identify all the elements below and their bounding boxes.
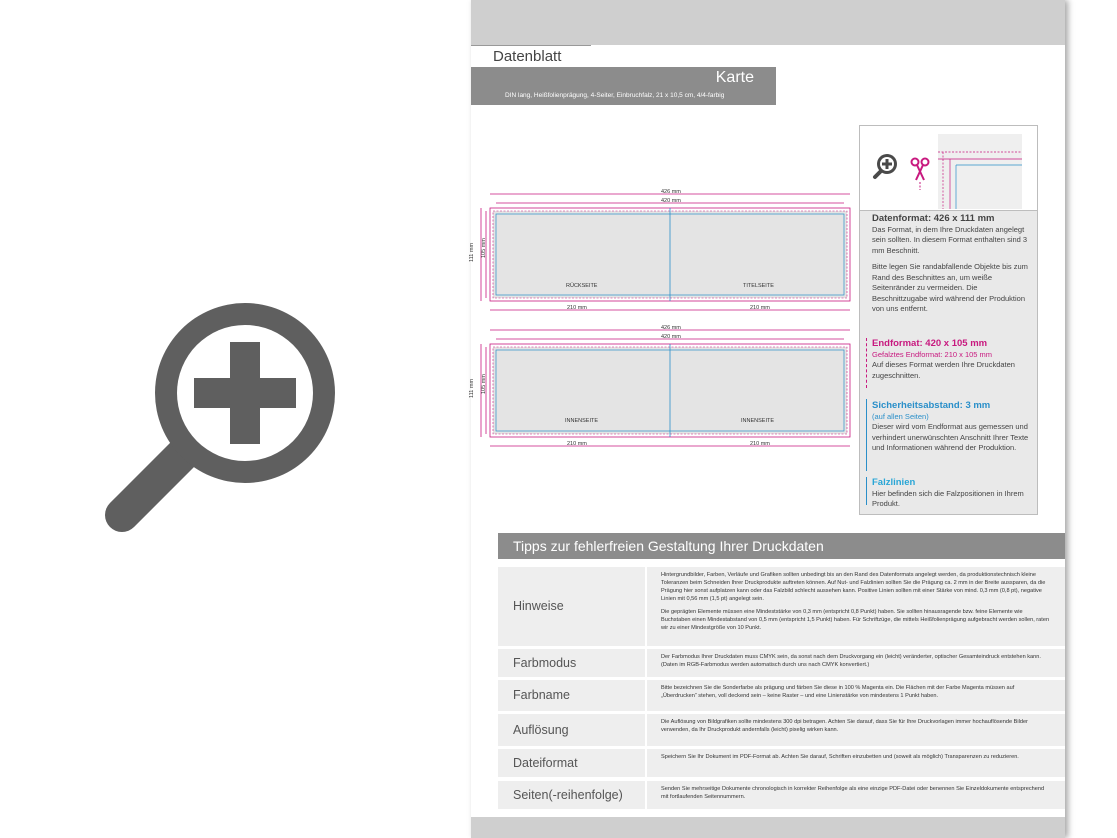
tips-row-text-bg <box>647 567 1065 646</box>
dim-inner-height-top: 105 mm <box>481 238 487 258</box>
tips-row-text: Bitte bezeichnen Sie die Sonderfarbe als prägung und färben Sie diese in 100 % Magenta ein. Die Flächen mit der Farbe Magenta müssen auf „Überdrucken“ stehen, voll deckend sein – keine Raster – und eine Linienstärke von mindestens 1 Punkt haben. <box>661 685 1015 699</box>
endformat-title: Endformat: 420 x 105 mm <box>872 338 988 349</box>
scissors-icon <box>910 156 930 190</box>
endformat-marker <box>866 338 868 388</box>
tips-row <box>498 680 1065 711</box>
tips-row <box>498 649 1065 677</box>
tips-row-text-2: Die geprägten Elemente müssen eine Mindeststärke von 0,3 mm (entspricht 0,8 Punkt) haben. Sie sollten hinausragende bzw. feine Elemente wie Buchstaben einen Mindestabstand von 0,5 mm (entspricht 1,5 Punkt) haben. Für Schriftzüge, die mittels Heißfolienprägung aufgebracht werden sollen, raten wir zu einer Mindestgröße von 10 Punkt. <box>661 609 1050 631</box>
tips-row-text: Hintergrundbilder, Farben, Verläufe und Grafiken sollten unbedingt bis an den Rand des Datenformats angelegt werden, da produktionstechnisch kleine Toleranzen beim Schneiden Ihrer Druckprodukte auftreten können. Auf Nut- und Falzlinien sollten Sie die Prägung ca. 2 mm in der Breite aussparen, da die Prägung hier sonst aufplatzen kann oder das Falzbild schlecht aussehen kann. Positive Linien sollten mit einer Stärke von mind. 0,3 mm (0,8 pt), negative Linien mit 0,56 mm (1,5 pt) angelegt sein. <box>661 572 1046 602</box>
datenformat-block <box>872 214 1032 315</box>
diagram-bottom <box>481 330 850 446</box>
dim-outer-width-top: 426 mm <box>661 189 681 195</box>
sicherheit-text: Dieser wird vom Endformat aus gemessen und verhindert unerwünschten Anschnitt Ihrer Texte und Informationen während der Produktion. <box>872 422 1029 452</box>
falz-marker <box>866 477 868 505</box>
tips-row <box>498 714 1065 746</box>
tab-label: Datenblatt <box>493 48 562 65</box>
dim-half-left-bottom: 210 mm <box>567 441 587 447</box>
tips-row-label-bg <box>498 680 645 711</box>
label-titelseite: TITELSEITE <box>743 283 774 289</box>
tips-row-label: Farbmodus <box>513 656 577 670</box>
tips-heading: Tipps zur fehlerfreien Gestaltung Ihrer Druckdaten <box>513 538 824 554</box>
dim-half-left-top: 210 mm <box>567 305 587 311</box>
dim-outer-width-bottom: 426 mm <box>661 325 681 331</box>
datenformat-title: Datenformat: 426 x 111 mm <box>872 213 995 224</box>
endformat-text: Auf dieses Format werden Ihre Druckdaten zugeschnitten. <box>872 360 1015 380</box>
product-specs: DIN lang, Heißfolienprägung, 4-Seiter, Einbruchfalz, 21 x 10,5 cm, 4/4-farbig <box>505 92 725 99</box>
dim-outer-height-bottom: 111 mm <box>469 378 475 398</box>
info-preview <box>860 126 1037 211</box>
corner-preview <box>938 134 1022 209</box>
format-diagram <box>471 185 856 455</box>
tips-heading-bar <box>498 533 1065 559</box>
dim-inner-height-bottom: 105 mm <box>481 374 487 394</box>
dim-half-right-top: 210 mm <box>750 305 770 311</box>
label-innenseite-left: INNENSEITE <box>565 418 599 424</box>
tips-row-label-bg <box>498 714 645 746</box>
diagram-top <box>481 194 850 310</box>
tips-row-text-bg <box>647 781 1065 809</box>
product-specs-bar <box>471 91 776 105</box>
sheet-top-band <box>471 0 1065 45</box>
endformat-sub: Gefalztes Endformat: 210 x 105 mm <box>872 349 993 359</box>
tips-row-label-bg <box>498 567 645 646</box>
info-panel <box>859 125 1038 515</box>
tips-row-label-bg <box>498 749 645 777</box>
tips-row-text-bg <box>647 714 1065 746</box>
tips-row-text: Der Farbmodus Ihrer Druckdaten muss CMYK sein, da sonst nach dem Druckvorgang ein (leicht) veränderter, optischer Gesamteindruck entstehen kann. (Daten im RGB-Farbmodus werden automatisch durch uns nach CMYK konvertiert.) <box>661 654 1041 668</box>
tips-row-text-bg <box>647 680 1065 711</box>
falz-title: Falzlinien <box>872 477 916 488</box>
tips-row-text: Speichern Sie Ihr Dokument im PDF-Format ab. Achten Sie darauf, Schriften einzubetten und (soweit als möglich) Transparenzen zu reduzieren. <box>661 754 1019 760</box>
tips-row-label: Hinweise <box>513 599 564 613</box>
sheet-bottom-band <box>471 817 1065 838</box>
product-title-bar <box>471 67 776 91</box>
dim-outer-height-top: 111 mm <box>469 242 475 262</box>
sicherheit-title: Sicherheitsabstand: 3 mm <box>872 400 991 411</box>
dim-half-right-bottom: 210 mm <box>750 441 770 447</box>
falz-block <box>872 478 1032 510</box>
product-title: Karte <box>715 69 754 86</box>
dim-inner-width-bottom: 420 mm <box>661 334 681 340</box>
datasheet <box>471 0 1065 838</box>
label-rueckseite: RÜCKSEITE <box>566 283 598 289</box>
tips-row <box>498 781 1065 809</box>
tips-row-text-bg <box>647 749 1065 777</box>
tips-row-label: Seiten(-reihenfolge) <box>513 788 623 802</box>
tips-row-label-bg <box>498 649 645 677</box>
zoom-in-icon[interactable] <box>872 152 900 180</box>
dim-inner-width-top: 420 mm <box>661 198 681 204</box>
tips-row-label: Farbname <box>513 688 570 702</box>
tips-row <box>498 567 1065 646</box>
datasheet-tab <box>471 45 591 68</box>
tips-row-text: Die Auflösung von Bildgrafiken sollte mindestens 300 dpi betragen. Achten Sie darauf, dass Sie für Ihre Druckvorlagen immer hochauflösende Bilder verwenden, da Ihr Druckprodukt andernfalls (leicht) pixelig wirken kann. <box>661 719 1028 733</box>
tips-row-label: Dateiformat <box>513 756 578 770</box>
sicherheit-sub: (auf allen Seiten) <box>872 411 929 421</box>
tips-row-label: Auflösung <box>513 723 569 737</box>
label-innenseite-right: INNENSEITE <box>741 418 775 424</box>
falz-text: Hier befinden sich die Falzpositionen in Ihrem Produkt. <box>872 488 1024 508</box>
datenformat-text: Das Format, in dem Ihre Druckdaten angelegt sein sollten. In diesem Format enthalten sind 3 mm Beschnitt. <box>872 224 1028 255</box>
tips-row <box>498 749 1065 777</box>
zoom-in-icon[interactable] <box>100 300 360 550</box>
tips-row-text: Senden Sie mehrseitige Dokumente chronologisch in korrekter Reihenfolge als eine einzige PDF-Datei oder benennen Sie Einzeldokumente entsprechend mit fortlaufenden Seitennummern. <box>661 786 1045 800</box>
endformat-block <box>872 339 1032 381</box>
tips-row-label-bg <box>498 781 645 809</box>
sicherheit-marker <box>866 399 868 471</box>
sicherheit-block <box>872 401 1032 454</box>
beschnitt-text: Bitte legen Sie randabfallende Objekte bis zum Rand des Beschnittes an, um weiße Seitenränder zu vermeiden. Die Beschnittzugabe wird während der Produktion von uns entfernt. <box>872 262 1028 313</box>
tips-row-text-bg <box>647 649 1065 677</box>
